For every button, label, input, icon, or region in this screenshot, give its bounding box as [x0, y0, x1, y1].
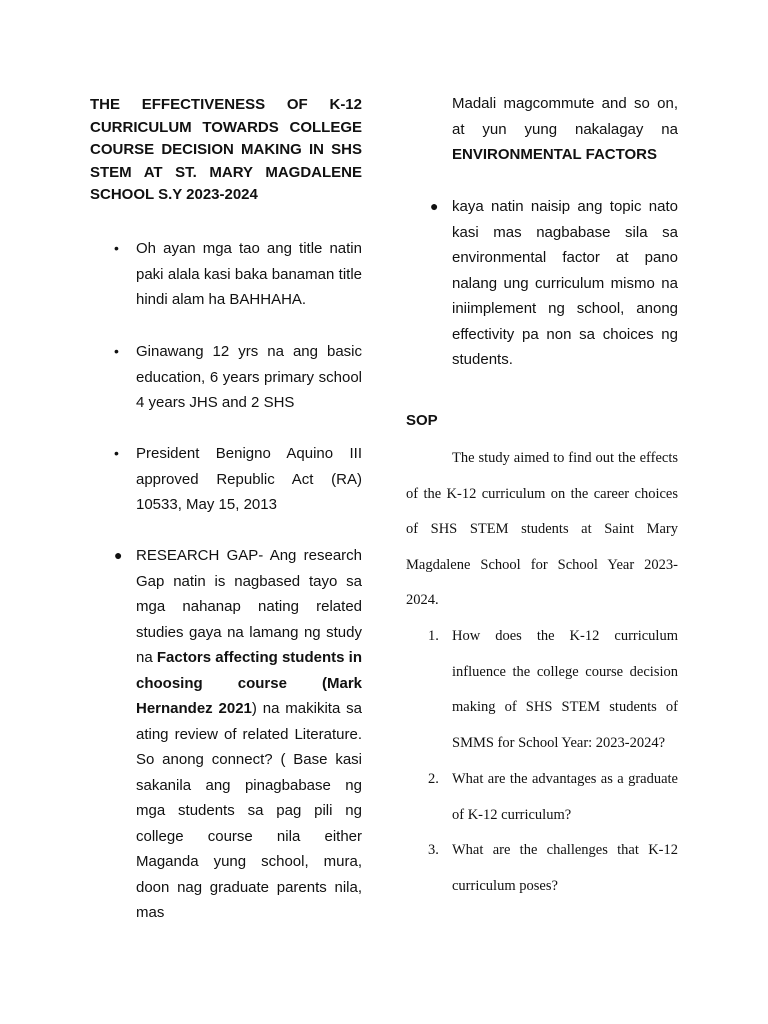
bullet-dot: •: [114, 240, 119, 256]
bullet-dot: ●: [114, 547, 123, 563]
document-title: THE EFFECTIVENESS OF K-12 CURRICULUM TOWARDS COLLEGE COURSE DECISION MAKING IN SHS STEM AT ST. MARY MAGDALENE SCHOOL S.Y 2023-2024: [90, 96, 362, 203]
bullet-republic-act: [114, 441, 362, 518]
question-number: 1.: [428, 628, 439, 644]
question-text: What are the challenges that K-12 curriculum poses?: [452, 842, 678, 894]
sop-heading: SOP: [406, 412, 438, 429]
environmental-factors-bold: ENVIRONMENTAL FACTORS: [452, 146, 658, 163]
research-gap-text-start: RESEARCH GAP- Ang research Gap natin is nagbased tayo sa mga nahanap nating related studies gaya na lamang ng study na: [136, 547, 362, 666]
question-text: What are the advantages as a graduate of K-12 curriculum?: [452, 771, 678, 823]
bullet-title-reminder: [114, 236, 362, 313]
sop-question-3: [428, 833, 678, 904]
research-gap-text-end: ) na makikita sa ating review of related Literature. So anong connect? ( Base kasi sakanila ang pinagbabase ng mga students sa pag pili ng college course nila either Maganda yung school, mura, doon nag graduate parents nila, mas: [136, 700, 362, 921]
research-gap-bold-citation: Factors affecting students in choosing course (Mark Hernandez 2021: [136, 649, 362, 717]
question-number: 3.: [428, 842, 439, 858]
sop-question-1: [428, 619, 678, 761]
sop-paragraph: The study aimed to find out the effects of the K-12 curriculum on the career choices of SHS STEM students at Saint Mary Magdalene School for School Year 2023-2024.: [406, 450, 678, 609]
bullet-research-gap: [114, 543, 362, 926]
bullet-text: Ginawang 12 yrs na ang basic education, 6 years primary school 4 years JHS and 2 SHS: [136, 343, 362, 411]
bullet-dot: •: [114, 445, 119, 461]
bullet-text: President Benigno Aquino III approved Republic Act (RA) 10533, May 15, 2013: [136, 445, 362, 513]
question-number: 2.: [428, 771, 439, 787]
bullet-dot: ●: [430, 198, 439, 214]
continuation-text: Madali magcommute and so on, at yun yung nakalagay na: [452, 95, 678, 138]
bullet-dot: •: [114, 343, 119, 359]
sop-question-2: [428, 762, 678, 833]
question-text: How does the K-12 curriculum influence the college course decision making of SHS STEM students of SMMS for School Year: 2023-2024?: [452, 628, 678, 751]
bullet-topic-reason: [430, 194, 678, 373]
bullet-text: kaya natin naisip ang topic nato kasi mas nagbabase sila sa environmental factor at pano nalang ung curriculum mismo na iniimplement ng school, anong effectivity pa non sa choices ng students.: [452, 198, 678, 368]
bullet-text: Oh ayan mga tao ang title natin paki alala kasi baka banaman title hindi alam ha BAHHAHA.: [136, 240, 362, 308]
bullet-basic-education: [114, 339, 362, 416]
continuation-paragraph: [452, 91, 678, 168]
